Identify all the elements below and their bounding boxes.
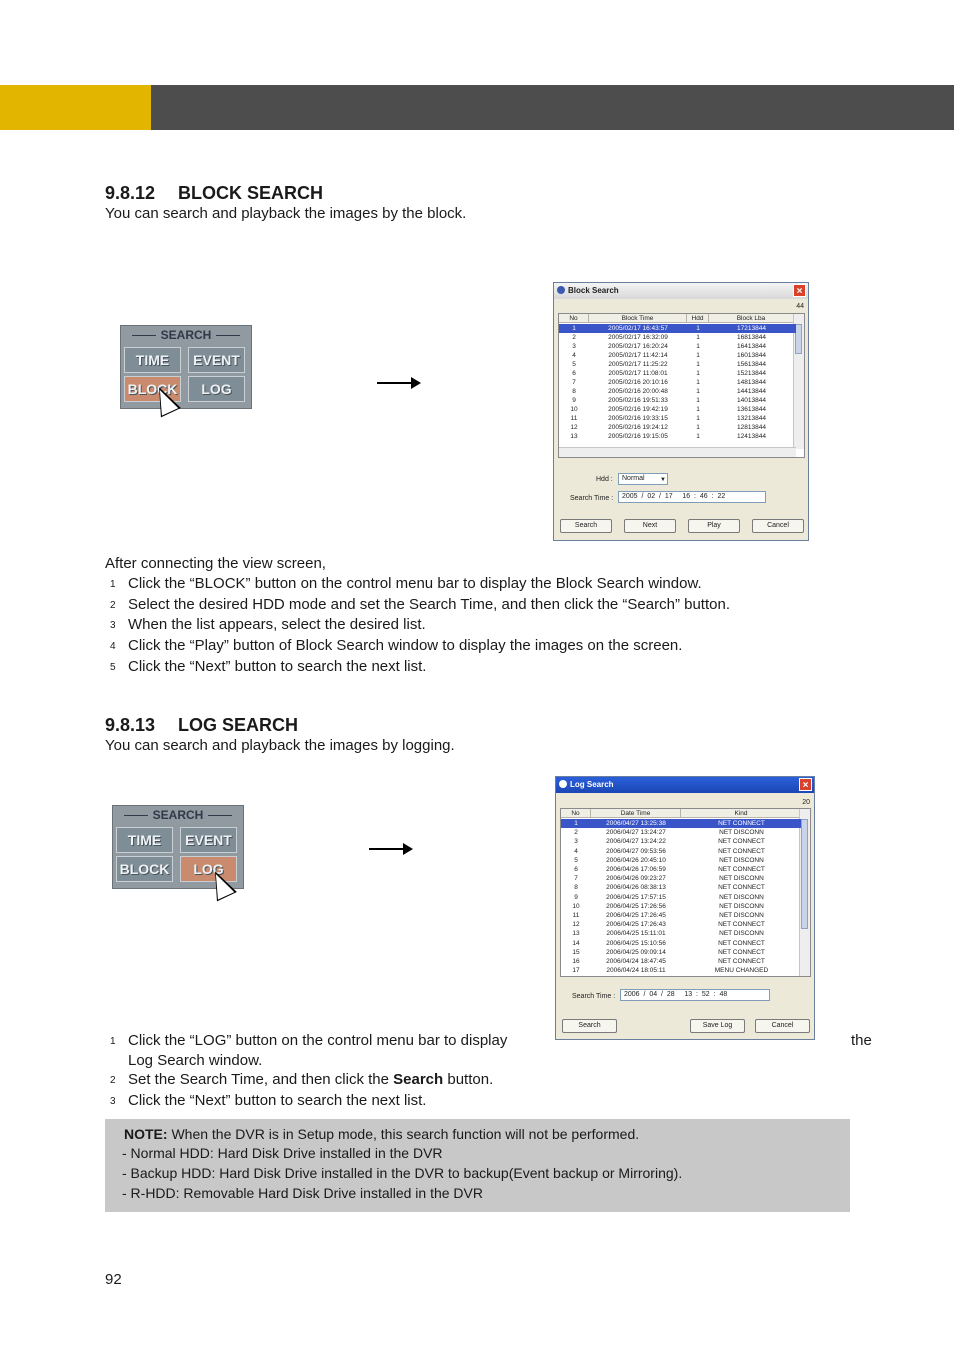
table-cell: 4 xyxy=(574,847,578,855)
step-number: 4 xyxy=(110,641,116,653)
table-row[interactable] xyxy=(561,929,801,938)
table-row[interactable] xyxy=(561,837,801,846)
hour-value: 16 xyxy=(682,493,691,500)
hour-value: 13 xyxy=(684,991,693,998)
block-list[interactable] xyxy=(558,313,805,458)
table-cell: 14413844 xyxy=(737,388,766,395)
table-cell: 10 xyxy=(572,902,580,910)
table-cell: 11 xyxy=(572,912,580,919)
table-cell: 13213844 xyxy=(737,415,766,422)
close-icon[interactable]: × xyxy=(793,284,806,297)
chevron-down-icon: ▼ xyxy=(660,477,666,483)
table-cell: 14813844 xyxy=(737,379,766,386)
note-line-1-text: When the DVR is in Setup mode, this search function will not be performed. xyxy=(171,1126,640,1142)
header-accent-bar xyxy=(0,85,151,130)
table-cell: 2006/04/27 13:24:27 xyxy=(606,829,666,837)
table-cell: NET DISCONN xyxy=(719,875,764,883)
search-time-label: Search Time : xyxy=(570,495,614,502)
table-cell: 9 xyxy=(574,893,578,901)
table-cell: 7 xyxy=(574,875,578,883)
table-cell: 15213844 xyxy=(737,370,766,377)
table-cell: 13 xyxy=(570,433,578,440)
day-value: 17 xyxy=(664,493,673,500)
table-cell: 1 xyxy=(696,379,700,386)
table-cell: 2006/04/25 17:57:15 xyxy=(606,893,666,901)
table-row[interactable] xyxy=(559,387,796,396)
table-cell: 8 xyxy=(574,884,578,892)
next-button[interactable]: Next xyxy=(624,519,676,533)
note-box xyxy=(105,1119,850,1212)
table-cell: 1 xyxy=(696,343,700,350)
table-cell: 4 xyxy=(572,352,576,359)
log-step-2-a: Set the Search Time, and then click the xyxy=(128,1071,389,1088)
log-dialog-count: 20 xyxy=(802,799,810,806)
table-cell: 2005/02/17 11:25:22 xyxy=(608,361,668,368)
step-number: 3 xyxy=(110,1096,116,1107)
table-cell: NET CONNECT xyxy=(718,939,765,947)
table-cell: 2006/04/27 13:24:22 xyxy=(606,838,666,846)
log-button[interactable]: LOG xyxy=(188,376,245,402)
block-search-dialog xyxy=(553,282,809,541)
log-list[interactable] xyxy=(560,808,811,977)
table-cell: 7 xyxy=(572,379,576,386)
table-row[interactable] xyxy=(559,369,796,378)
table-cell: 2005/02/17 16:20:24 xyxy=(608,343,668,350)
table-cell: 17213844 xyxy=(737,325,766,332)
table-row[interactable] xyxy=(561,939,801,948)
table-cell: NET DISCONN xyxy=(719,893,764,901)
note-line-4: - R-HDD: Removable Hard Disk Drive installed in the DVR xyxy=(122,1185,483,1201)
table-cell: 12 xyxy=(570,424,578,431)
table-cell: 2006/04/24 18:05:11 xyxy=(606,967,666,975)
table-cell: 2006/04/24 18:47:45 xyxy=(606,958,666,965)
table-row[interactable] xyxy=(559,333,796,342)
search-time-field[interactable]: 2006 / 04 / 28 13 : 52 : 48 xyxy=(620,989,770,1001)
search-button[interactable]: Search xyxy=(560,519,612,533)
table-cell: 12813844 xyxy=(737,424,766,431)
block-button[interactable]: BLOCK xyxy=(124,376,181,402)
log-step-1-cont: Log Search window. xyxy=(128,1052,263,1069)
column-header[interactable]: Block Time xyxy=(589,314,687,323)
table-cell: 2005/02/16 19:51:33 xyxy=(608,397,668,404)
log-step-1-text: Click the “LOG” button on the control menu bar to display xyxy=(128,1032,508,1049)
table-row[interactable] xyxy=(561,902,801,911)
block-step-text: Click the “Next” button to search the next list. xyxy=(128,657,427,675)
table-cell: 2 xyxy=(574,829,578,837)
column-header[interactable]: Hdd xyxy=(687,314,709,323)
log-section-title: LOG SEARCH xyxy=(178,715,299,735)
table-row[interactable] xyxy=(559,414,796,423)
block-section-title: BLOCK SEARCH xyxy=(178,183,324,203)
block-step-text: Select the desired HDD mode and set the Search Time, and then click the “Search” button. xyxy=(128,595,730,613)
log-button[interactable]: LOG xyxy=(180,856,237,882)
block-section-intro: You can search and playback the images by the block. xyxy=(105,205,467,222)
table-row[interactable] xyxy=(559,342,796,351)
log-section-number: 9.8.13 xyxy=(105,715,156,735)
table-cell: 2005/02/16 19:42:19 xyxy=(608,406,668,413)
hdd-select-value: Normal xyxy=(622,475,645,482)
table-row[interactable] xyxy=(559,324,796,333)
arrow-icon xyxy=(369,848,411,850)
time-button[interactable]: TIME xyxy=(116,827,173,853)
step-number: 1 xyxy=(110,1036,116,1047)
table-cell: 15613844 xyxy=(737,361,766,368)
table-cell: 2006/04/25 15:11:01 xyxy=(606,930,666,938)
search-button[interactable]: Search xyxy=(562,1019,617,1033)
table-cell: 5 xyxy=(574,856,578,864)
block-step-text: Click the “BLOCK” button on the control menu bar to display the Block Search window. xyxy=(128,575,702,592)
table-row[interactable] xyxy=(561,966,801,975)
app-icon xyxy=(559,780,567,788)
table-cell: 13 xyxy=(572,930,580,938)
table-cell: 1 xyxy=(696,388,700,395)
table-cell: 2005/02/16 19:15:05 xyxy=(608,433,668,440)
log-dialog-titlebar xyxy=(556,777,814,793)
note-line-3: - Backup HDD: Hard Disk Drive installed in the DVR to backup(Event backup or Mirroring). xyxy=(122,1165,683,1181)
table-row[interactable] xyxy=(559,378,796,387)
table-cell: 2005/02/16 20:00:48 xyxy=(608,388,668,395)
block-button[interactable]: BLOCK xyxy=(116,856,173,882)
table-cell: 16013844 xyxy=(737,352,766,359)
cancel-button[interactable]: Cancel xyxy=(755,1019,810,1033)
table-cell: 2006/04/26 17:06:59 xyxy=(606,866,666,873)
table-row[interactable] xyxy=(561,856,801,865)
table-cell: 2 xyxy=(572,334,576,341)
table-row[interactable] xyxy=(561,920,801,929)
minute-value: 46 xyxy=(699,493,708,500)
search-panel-log xyxy=(112,805,244,889)
time-button[interactable]: TIME xyxy=(124,347,181,373)
table-cell: 1 xyxy=(572,325,576,332)
table-cell: 1 xyxy=(696,370,700,377)
cancel-button[interactable]: Cancel xyxy=(752,519,804,533)
hdd-label: Hdd : xyxy=(596,476,613,483)
table-cell: 1 xyxy=(696,334,700,341)
table-cell: 2005/02/17 11:42:14 xyxy=(608,352,668,359)
step-number: 1 xyxy=(110,579,116,590)
step-number: 3 xyxy=(110,620,116,632)
table-row[interactable] xyxy=(559,405,796,414)
table-cell: NET CONNECT xyxy=(718,847,765,855)
table-cell: NET CONNECT xyxy=(718,958,765,965)
block-section-number: 9.8.12 xyxy=(105,183,156,203)
block-dialog-title: Block Search xyxy=(568,286,619,295)
log-step-1-trail: the xyxy=(851,1032,872,1049)
minute-value: 52 xyxy=(701,991,710,998)
note-label: NOTE: xyxy=(124,1126,168,1142)
month-value: 02 xyxy=(647,493,656,500)
table-row[interactable] xyxy=(561,883,801,892)
arrow-icon xyxy=(377,382,419,384)
column-header[interactable]: No xyxy=(561,809,591,818)
column-header[interactable]: No xyxy=(559,314,589,323)
table-cell: 2006/04/27 13:25:38 xyxy=(606,820,666,827)
table-row[interactable] xyxy=(559,432,796,441)
year-value: 2005 xyxy=(622,493,638,500)
table-cell: 17 xyxy=(572,967,580,975)
log-step-3: Click the “Next” button to search the next list. xyxy=(128,1092,427,1109)
table-cell: 1 xyxy=(696,433,700,440)
table-cell: NET CONNECT xyxy=(718,948,765,956)
table-cell: 2005/02/16 19:24:12 xyxy=(608,424,668,431)
step-number: 5 xyxy=(110,661,116,673)
note-line-1 xyxy=(124,1126,639,1142)
table-cell: 16413844 xyxy=(737,343,766,350)
table-cell: 3 xyxy=(572,343,576,350)
table-cell: 2005/02/17 11:08:01 xyxy=(608,370,668,377)
table-cell: NET CONNECT xyxy=(718,921,765,929)
table-cell: 1 xyxy=(696,415,700,422)
save-log-button[interactable]: Save Log xyxy=(690,1019,745,1033)
table-cell: 14013844 xyxy=(737,397,766,404)
table-cell: 2006/04/25 15:10:56 xyxy=(606,939,666,947)
table-cell: 8 xyxy=(572,388,576,395)
table-row[interactable] xyxy=(561,828,801,837)
search-time-label: Search Time : xyxy=(572,993,616,1000)
table-row[interactable] xyxy=(561,865,801,874)
table-row[interactable] xyxy=(559,423,796,432)
search-panel-block xyxy=(120,325,252,409)
block-dialog-count: 44 xyxy=(796,303,804,310)
table-cell: NET CONNECT xyxy=(718,820,765,827)
table-cell: 10 xyxy=(570,406,578,413)
table-cell: 12 xyxy=(572,921,580,929)
table-row[interactable] xyxy=(561,847,801,856)
log-step-2 xyxy=(128,1071,493,1088)
table-cell: NET DISCONN xyxy=(719,930,764,938)
table-cell: 2006/04/27 09:53:56 xyxy=(606,847,666,855)
table-row[interactable] xyxy=(561,957,801,966)
event-button[interactable]: EVENT xyxy=(180,827,237,853)
block-step-text: When the list appears, select the desired list. xyxy=(128,616,426,634)
event-button[interactable]: EVENT xyxy=(188,347,245,373)
table-cell: NET DISCONN xyxy=(719,829,764,837)
table-cell: 16 xyxy=(572,958,580,965)
day-value: 28 xyxy=(666,991,675,998)
table-row[interactable] xyxy=(561,911,801,920)
table-cell: 16813844 xyxy=(737,334,766,341)
table-cell: 2005/02/17 16:32:09 xyxy=(608,334,668,341)
step-number: 2 xyxy=(110,1075,116,1086)
table-cell: 2006/04/25 17:26:43 xyxy=(606,921,666,929)
table-cell: NET DISCONN xyxy=(719,902,764,910)
table-cell: 15 xyxy=(572,948,580,956)
table-cell: 1 xyxy=(696,352,700,359)
step-number: 2 xyxy=(110,599,116,611)
table-cell: 12413844 xyxy=(737,433,766,440)
second-value: 48 xyxy=(719,991,728,998)
table-cell: 2005/02/16 20:10:16 xyxy=(608,379,668,386)
search-panel-title: SEARCH xyxy=(113,808,243,822)
column-header[interactable]: Date Time xyxy=(591,809,681,818)
header-bar xyxy=(151,85,954,130)
block-section-heading xyxy=(105,183,323,204)
table-cell: 14 xyxy=(572,939,580,947)
second-value: 22 xyxy=(717,493,726,500)
page-number: 92 xyxy=(105,1271,122,1288)
play-button[interactable]: Play xyxy=(688,519,740,533)
column-header[interactable]: Block Lba xyxy=(709,314,794,323)
search-time-field[interactable]: 2005 / 02 / 17 16 : 46 : 22 xyxy=(618,491,766,503)
table-cell: 5 xyxy=(572,361,576,368)
table-row[interactable] xyxy=(561,948,801,957)
table-cell: 1 xyxy=(696,406,700,413)
table-cell: 2006/04/25 09:09:14 xyxy=(606,948,666,956)
log-step-2-b: button. xyxy=(447,1071,494,1088)
table-cell: NET CONNECT xyxy=(718,884,765,892)
block-step-text: Click the “Play” button of Block Search window to display the images on the screen. xyxy=(128,637,683,655)
note-line-2: - Normal HDD: Hard Disk Drive installed in the DVR xyxy=(122,1145,443,1161)
hdd-select[interactable] xyxy=(618,473,668,485)
table-cell: 1 xyxy=(696,397,700,404)
table-cell: 1 xyxy=(696,424,700,431)
table-cell: 2006/04/26 08:38:13 xyxy=(606,884,666,892)
table-cell: 6 xyxy=(574,866,578,873)
block-dialog-titlebar xyxy=(554,283,808,299)
table-cell: 1 xyxy=(574,820,578,827)
log-step-2-bold: Search xyxy=(393,1071,444,1088)
table-cell: NET DISCONN xyxy=(719,912,764,919)
table-row[interactable] xyxy=(559,360,796,369)
log-search-dialog xyxy=(555,776,815,1040)
table-cell: 11 xyxy=(570,415,578,422)
table-cell: NET CONNECT xyxy=(718,838,765,846)
close-icon[interactable]: × xyxy=(799,778,812,791)
table-cell: 13613844 xyxy=(737,406,766,413)
table-cell: 2005/02/16 19:33:15 xyxy=(608,415,668,422)
search-panel-title: SEARCH xyxy=(121,328,251,342)
table-cell: NET DISCONN xyxy=(719,856,764,864)
table-row[interactable] xyxy=(561,893,801,902)
column-header[interactable]: Kind xyxy=(681,809,802,818)
log-dialog-title: Log Search xyxy=(570,780,614,789)
table-cell: 2006/04/26 09:23:27 xyxy=(606,875,666,883)
table-row[interactable] xyxy=(559,396,796,405)
table-cell: 3 xyxy=(574,838,578,846)
table-cell: 9 xyxy=(572,397,576,404)
table-cell: 2006/04/25 17:26:45 xyxy=(606,912,666,919)
table-row[interactable] xyxy=(559,351,796,360)
table-cell: 2005/02/17 16:43:57 xyxy=(608,325,668,332)
month-value: 04 xyxy=(649,991,658,998)
log-section-heading xyxy=(105,715,298,736)
table-cell: MENU CHANGED xyxy=(714,967,769,975)
app-icon xyxy=(557,286,565,294)
table-cell: 2006/04/25 17:26:56 xyxy=(606,902,666,910)
log-section-intro: You can search and playback the images by logging. xyxy=(105,737,455,754)
table-cell: 6 xyxy=(572,370,576,377)
table-row[interactable] xyxy=(561,874,801,883)
table-cell: 1 xyxy=(696,325,700,332)
block-lead-text: After connecting the view screen, xyxy=(105,555,326,572)
table-cell: 1 xyxy=(696,361,700,368)
year-value: 2006 xyxy=(624,991,640,998)
table-cell: 2006/04/26 20:45:10 xyxy=(606,856,666,864)
table-row[interactable] xyxy=(561,819,801,828)
horizontal-scrollbar[interactable] xyxy=(559,447,796,457)
table-cell: NET CONNECT xyxy=(718,866,765,873)
